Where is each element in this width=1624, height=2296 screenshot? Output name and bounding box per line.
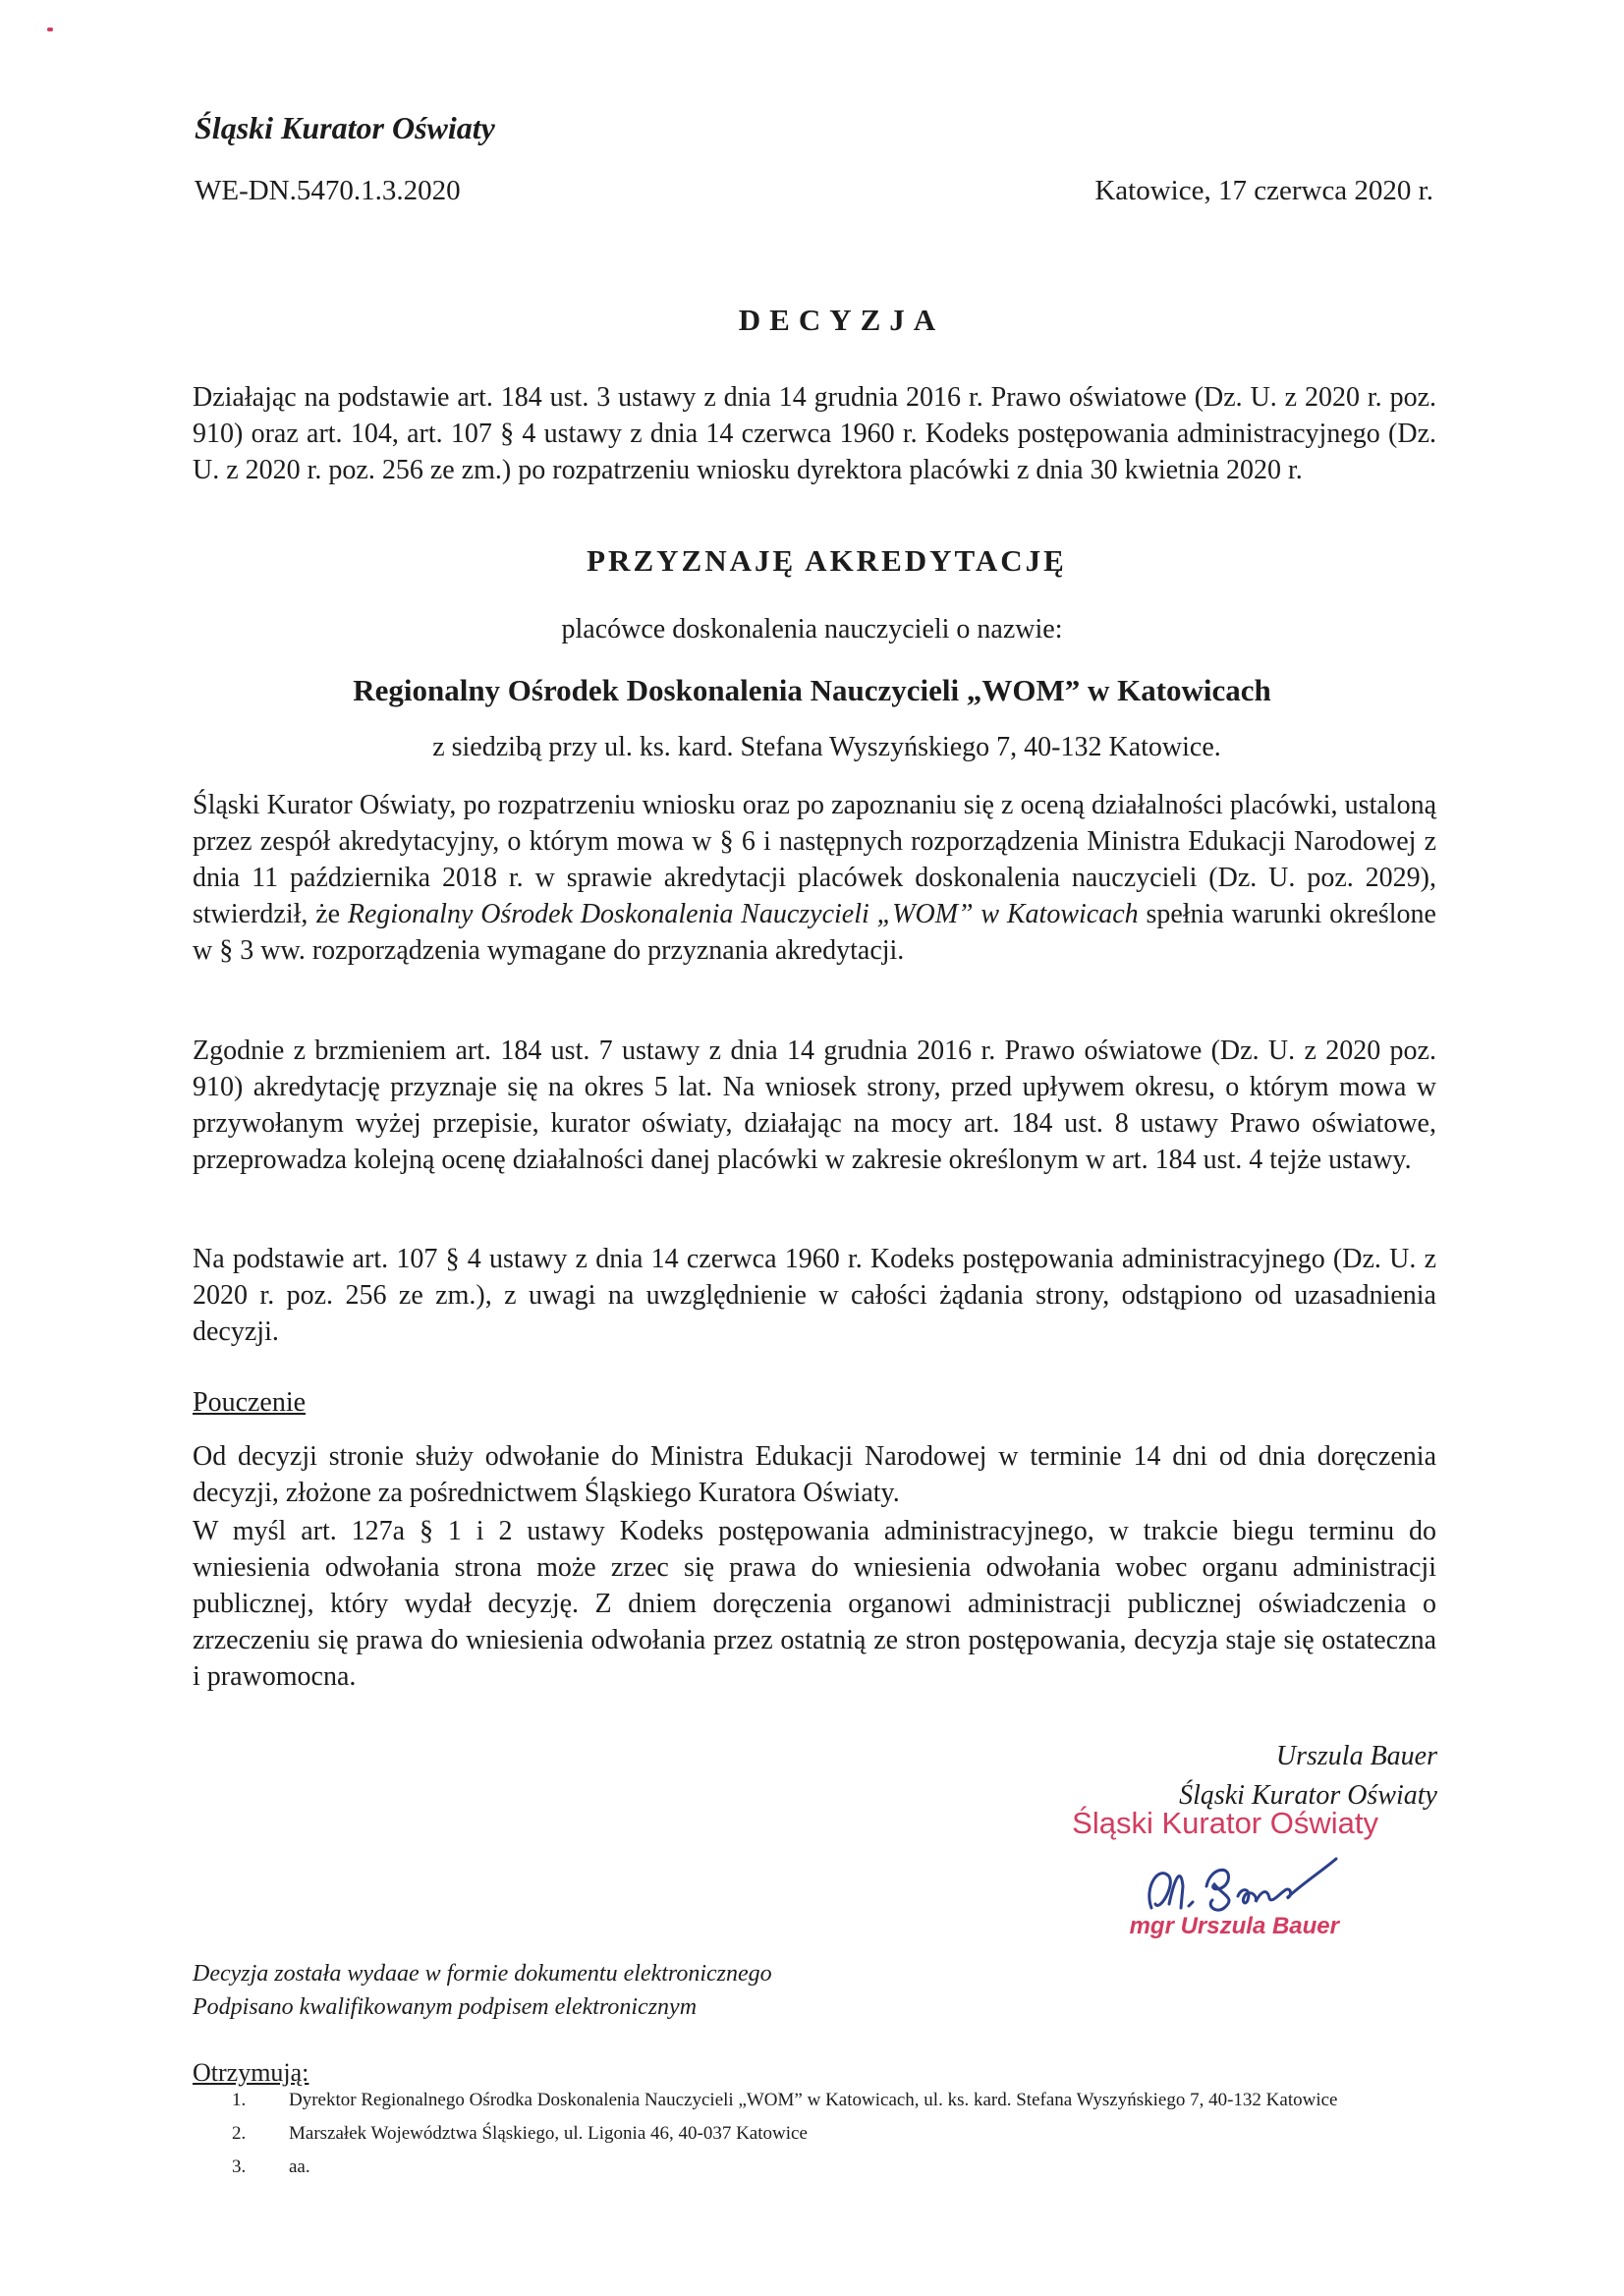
scan-speck xyxy=(47,28,53,31)
instruction-title: Pouczenie xyxy=(193,1387,307,1418)
justification-paragraph: Na podstawie art. 107 § 4 ustawy z dnia 14 czerwca 1960 r. Kodeks postępowania administracyjnego (Dz. U. z 2020 r. poz. 256 ze zm.), z uwagi na uwzględnienie w całości żądania strony, odstąpiono od uzasadnienia decyzji. xyxy=(193,1244,1436,1347)
legal-basis-paragraph: Działając na podstawie art. 184 ust. 3 ustawy z dnia 14 grudnia 2016 r. Prawo oświatowe (Dz. U. z 2020 r. poz. 910) oraz art. 104, art. 107 § 4 ustawy z dnia 14 czerwca 1960 r. Kodeks postępowania administracyjnego (Dz. U. z 2020 r. poz. 256 ze zm.) po rozpatrzeniu wniosku dyrektora placówki z dnia 30 kwietnia 2020 r. xyxy=(193,382,1436,485)
reference-number: WE-DN.5470.1.3.2020 xyxy=(195,175,461,206)
grant-statement: PRZYZNAJĘ AKREDYTACJĘ xyxy=(587,543,1067,578)
recipients-list xyxy=(232,2088,1450,2188)
recipient-text: Dyrektor Regionalnego Ośrodka Doskonalenia Nauczycieli „WOM” w Katowicach, ul. ks. kard. Stefana Wyszyńskiego 7, 40-132 Katowice xyxy=(289,2090,1338,2110)
assessment-institution: Regionalny Ośrodek Doskonalenia Nauczycieli „WOM” w Katowicach xyxy=(347,899,1139,929)
duration-paragraph: Zgodnie z brzmieniem art. 184 ust. 7 ustawy z dnia 14 grudnia 2016 r. Prawo oświatowe (Dz. U. z 2020 poz. 910) akredytację przyznaje się na okres 5 lat. Na wniosek strony, przed upływem okresu, o którym mowa w przywołanym wyżej przepisie, kurator oświaty, działając na mocy art. 184 ust. 8 ustawy Prawo oświatowe, przeprowadza kolejną ocenę działalności danej placówki w zakresie określonym w art. 184 ust. 4 tejże ustawy. xyxy=(193,1036,1436,1175)
stamp-name: mgr Urszula Bauer xyxy=(1129,1913,1339,1939)
electronic-issue-note: Decyzja została wydaae w formie dokumentu elektronicznego xyxy=(193,1961,772,1987)
institution-intro: placówce doskonalenia nauczycieli o nazwie: xyxy=(561,614,1063,644)
signatory-role: Śląski Kurator Oświaty xyxy=(1179,1780,1437,1811)
instruction-waiver: W myśl art. 127a § 1 i 2 ustawy Kodeks postępowania administracyjnego, w trakcie biegu terminu do wniesienia odwołania strona może zrzec się prawa do wniesienia odwołania wobec organu administracji publicznej, który wydał decyzję. Z dniem doręczenia organowi administracji publicznej oświadczenia o zrzeczeniu się prawa do wniesienia odwołania przez ostatnią ze stron postępowania, decyzja staje się ostateczna i prawomocna. xyxy=(193,1516,1436,1692)
list-item xyxy=(232,2121,1450,2147)
electronic-signature-note: Podpisano kwalifikowanym podpisem elektronicznym xyxy=(193,1994,698,2020)
list-item xyxy=(232,2155,1450,2180)
recipients-title: Otrzymują: xyxy=(193,2058,309,2087)
recipient-number: 1. xyxy=(232,2090,247,2110)
recipient-number: 2. xyxy=(232,2123,247,2144)
issuing-authority: Śląski Kurator Oświaty xyxy=(195,110,495,145)
instruction-appeal: Od decyzji stronie służy odwołanie do Ministra Edukacji Narodowej w terminie 14 dni od dnia doręczenia decyzji, złożone za pośrednictwem Śląskiego Kuratora Oświaty. xyxy=(193,1441,1436,1508)
place-and-date: Katowice, 17 czerwca 2020 r. xyxy=(1094,175,1433,206)
recipient-text: aa. xyxy=(289,2156,310,2177)
institution-address: z siedzibą przy ul. ks. kard. Stefana Wyszyńskiego 7, 40-132 Katowice. xyxy=(432,732,1221,762)
stamp-role: Śląski Kurator Oświaty xyxy=(1072,1806,1378,1840)
list-item xyxy=(232,2088,1450,2113)
signatory-name: Urszula Bauer xyxy=(1275,1741,1437,1771)
document-title: DECYZJA xyxy=(738,303,945,337)
assessment-text-a: Śląski Kurator Oświaty, po rozpatrzeniu wniosku oraz po zapoznaniu się z oceną działalności placówki, ustaloną przez zespół akredytacyjny, o którym mowa w § 6 i następnych rozporządzenia Ministra Edukacji Narodowej z dnia 11 października 2018 r. w sprawie akredytacji placówek doskonalenia nauczycieli (Dz. U. poz. 2029), stwierdził, że xyxy=(193,790,1436,929)
recipient-text: Marszałek Województwa Śląskiego, ul. Ligonia 46, 40-037 Katowice xyxy=(289,2123,808,2144)
institution-name: Regionalny Ośrodek Doskonalenia Nauczycieli „WOM” w Katowicach xyxy=(353,673,1271,707)
recipient-number: 3. xyxy=(232,2156,247,2177)
assessment-paragraph xyxy=(193,787,1436,969)
assessment-text-b: spełnia warunki określone w § 3 ww. rozporządzenia wymagane do przyznania akredytacji. xyxy=(193,899,1436,966)
